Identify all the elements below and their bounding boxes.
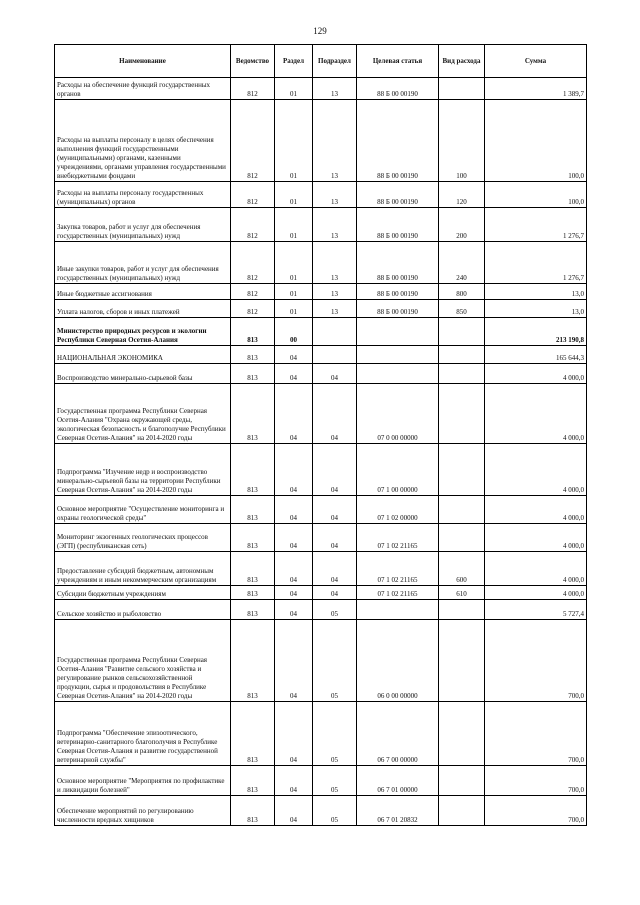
row-dept: 812 [231,208,275,242]
row-subsection [313,318,357,346]
row-expense-type: 240 [439,242,485,284]
table-body [55,78,587,826]
header-sum: Сумма [485,45,587,78]
row-sum: 4 000,0 [485,552,587,586]
row-expense-type [439,364,485,384]
row-subsection: 13 [313,284,357,300]
row-subsection: 04 [313,552,357,586]
row-dept: 812 [231,284,275,300]
row-section: 04 [275,586,313,600]
row-name: Государственная программа Республики Северная Осетия-Алания "Развитие сельского хозяйства и регулирование рынков сельскохозяйственной продукции, сырья и продовольствия в Республике Северная Осетия-Алания" на 2014-2020 годы [55,620,231,702]
row-subsection: 05 [313,766,357,796]
row-target: 06 7 00 00000 [357,702,439,766]
row-expense-type [439,702,485,766]
row-dept: 812 [231,242,275,284]
row-name: Расходы на обеспечение функций государственных органов [55,78,231,100]
table-row [55,444,587,496]
row-target: 88 Б 00 00190 [357,284,439,300]
row-dept: 813 [231,384,275,444]
page-number: 129 [313,26,327,36]
row-section: 04 [275,766,313,796]
table-row [55,100,587,182]
row-sum: 700,0 [485,620,587,702]
table-row [55,496,587,524]
row-section: 04 [275,524,313,552]
row-subsection: 04 [313,496,357,524]
table-row [55,600,587,620]
row-sum: 4 000,0 [485,444,587,496]
header-name: Наименование [55,45,231,78]
row-target: 07 1 02 21165 [357,552,439,586]
row-subsection [313,346,357,364]
header-dept: Ведомство [231,45,275,78]
row-target: 07 1 02 21165 [357,586,439,600]
row-target: 88 Б 00 00190 [357,242,439,284]
row-sum: 100,0 [485,100,587,182]
row-dept: 813 [231,620,275,702]
row-name: Обеспечение мероприятий по регулированию численности вредных хищников [55,796,231,826]
row-name: Основное мероприятие "Осуществление мониторинга и охраны геологической среды" [55,496,231,524]
row-target [357,346,439,364]
row-dept: 813 [231,346,275,364]
row-expense-type [439,600,485,620]
row-subsection: 05 [313,600,357,620]
table-header-row [55,45,587,78]
row-dept: 813 [231,496,275,524]
row-dept: 812 [231,100,275,182]
row-target: 88 Б 00 00190 [357,100,439,182]
row-section: 04 [275,496,313,524]
table-row [55,284,587,300]
row-section: 04 [275,444,313,496]
header-target: Целевая статья [357,45,439,78]
header-expense-type: Вид расхода [439,45,485,78]
row-name: Подпрограмма "Обеспечение эпизоотического, ветеринарно-санитарного благополучия в Республике Северная Осетия-Алания и развитие государственной ветеринарной службы" [55,702,231,766]
row-target: 07 0 00 00000 [357,384,439,444]
row-sum: 700,0 [485,766,587,796]
row-expense-type [439,384,485,444]
row-section: 00 [275,318,313,346]
row-expense-type [439,78,485,100]
row-sum: 100,0 [485,182,587,208]
row-name: Предоставление субсидий бюджетным, автономным учреждениям и иным некоммерческим организациям [55,552,231,586]
row-target: 88 Б 00 00190 [357,182,439,208]
row-expense-type [439,346,485,364]
row-name: Субсидии бюджетным учреждениям [55,586,231,600]
row-subsection: 13 [313,208,357,242]
row-name: Министерство природных ресурсов и экологии Республики Северная Осетия-Алания [55,318,231,346]
row-subsection: 04 [313,364,357,384]
table-row [55,586,587,600]
row-section: 01 [275,300,313,318]
row-name: Уплата налогов, сборов и иных платежей [55,300,231,318]
row-dept: 813 [231,552,275,586]
row-name: Подпрограмма "Изучение недр и воспроизводство минерально-сырьевой базы на территории Республики Северная Осетия-Алания" на 2014-2020 годы [55,444,231,496]
row-target: 06 7 01 00000 [357,766,439,796]
row-sum: 4 000,0 [485,524,587,552]
row-dept: 813 [231,444,275,496]
budget-table [54,44,587,826]
row-name: Воспроизводство минерально-сырьевой базы [55,364,231,384]
row-section: 04 [275,796,313,826]
row-subsection: 13 [313,242,357,284]
row-expense-type [439,766,485,796]
row-section: 04 [275,384,313,444]
row-expense-type [439,620,485,702]
row-name: Сельское хозяйство и рыболовство [55,600,231,620]
row-target: 06 0 00 00000 [357,620,439,702]
table-row [55,346,587,364]
row-target: 88 Б 00 00190 [357,208,439,242]
row-sum: 1 389,7 [485,78,587,100]
row-target [357,364,439,384]
row-target: 07 1 02 00000 [357,496,439,524]
row-expense-type [439,524,485,552]
row-target: 88 Б 00 00190 [357,300,439,318]
row-expense-type: 200 [439,208,485,242]
table-row [55,364,587,384]
row-section: 04 [275,552,313,586]
row-name: Основное мероприятие "Мероприятия по профилактике и ликвидации болезней" [55,766,231,796]
row-section: 04 [275,346,313,364]
row-section: 01 [275,208,313,242]
row-sum: 213 190,8 [485,318,587,346]
table-row [55,702,587,766]
row-dept: 813 [231,318,275,346]
table-row [55,208,587,242]
row-name: Мониторинг экзогенных геологических процессов (ЭГП) (республиканская сеть) [55,524,231,552]
table-row [55,766,587,796]
table-row [55,796,587,826]
table-row [55,242,587,284]
row-section: 01 [275,182,313,208]
row-sum: 700,0 [485,796,587,826]
row-dept: 813 [231,524,275,552]
row-dept: 812 [231,182,275,208]
row-target: 88 Б 00 00190 [357,78,439,100]
row-subsection: 04 [313,384,357,444]
header-section: Раздел [275,45,313,78]
row-subsection: 13 [313,78,357,100]
row-expense-type: 850 [439,300,485,318]
row-target [357,600,439,620]
row-subsection: 13 [313,300,357,318]
table-row [55,78,587,100]
row-section: 04 [275,620,313,702]
table-row [55,300,587,318]
row-dept: 813 [231,702,275,766]
row-name: Иные закупки товаров, работ и услуг для обеспечения государственных (муниципальных) нужд [55,242,231,284]
row-sum: 4 000,0 [485,586,587,600]
row-sum: 4 000,0 [485,364,587,384]
row-subsection: 04 [313,586,357,600]
row-expense-type [439,318,485,346]
row-target: 07 1 00 00000 [357,444,439,496]
table-row [55,384,587,444]
row-expense-type: 100 [439,100,485,182]
row-sum: 700,0 [485,702,587,766]
row-name: Закупка товаров, работ и услуг для обеспечения государственных (муниципальных) нужд [55,208,231,242]
row-sum: 165 644,3 [485,346,587,364]
row-dept: 813 [231,364,275,384]
row-expense-type: 610 [439,586,485,600]
row-sum: 13,0 [485,284,587,300]
row-sum: 4 000,0 [485,496,587,524]
row-sum: 1 276,7 [485,208,587,242]
row-target [357,318,439,346]
row-name: Расходы на выплаты персоналу государственных (муниципальных) органов [55,182,231,208]
table-row [55,552,587,586]
row-subsection: 13 [313,182,357,208]
row-name: НАЦИОНАЛЬНАЯ ЭКОНОМИКА [55,346,231,364]
row-section: 04 [275,702,313,766]
row-section: 04 [275,600,313,620]
row-section: 04 [275,364,313,384]
row-dept: 813 [231,586,275,600]
row-subsection: 04 [313,444,357,496]
row-sum: 5 727,4 [485,600,587,620]
row-dept: 812 [231,300,275,318]
row-sum: 4 000,0 [485,384,587,444]
table-row [55,318,587,346]
row-section: 01 [275,78,313,100]
table-row [55,182,587,208]
row-dept: 812 [231,78,275,100]
table-row [55,620,587,702]
row-name: Расходы на выплаты персоналу в целях обеспечения выполнения функций государственными (муниципальными) органами, казенными учреждениями, органами управления государственными внебюджетными фондами [55,100,231,182]
row-subsection: 05 [313,620,357,702]
row-expense-type [439,496,485,524]
header-subsection: Подраздел [313,45,357,78]
row-name: Государственная программа Республики Северная Осетия-Алания "Охрана окружающей среды, экологическая безопасность и благополучие Республики Северная Осетия-Алания" на 2014-2020 годы [55,384,231,444]
row-subsection: 05 [313,796,357,826]
row-expense-type: 120 [439,182,485,208]
row-dept: 813 [231,600,275,620]
row-section: 01 [275,242,313,284]
table-row [55,524,587,552]
row-expense-type [439,444,485,496]
row-name: Иные бюджетные ассигнования [55,284,231,300]
row-dept: 813 [231,796,275,826]
row-section: 01 [275,284,313,300]
row-expense-type [439,796,485,826]
row-subsection: 13 [313,100,357,182]
row-dept: 813 [231,766,275,796]
row-expense-type: 800 [439,284,485,300]
row-subsection: 05 [313,702,357,766]
row-subsection: 04 [313,524,357,552]
row-target: 06 7 01 20832 [357,796,439,826]
row-sum: 13,0 [485,300,587,318]
row-sum: 1 276,7 [485,242,587,284]
row-target: 07 1 02 21165 [357,524,439,552]
row-section: 01 [275,100,313,182]
row-expense-type: 600 [439,552,485,586]
